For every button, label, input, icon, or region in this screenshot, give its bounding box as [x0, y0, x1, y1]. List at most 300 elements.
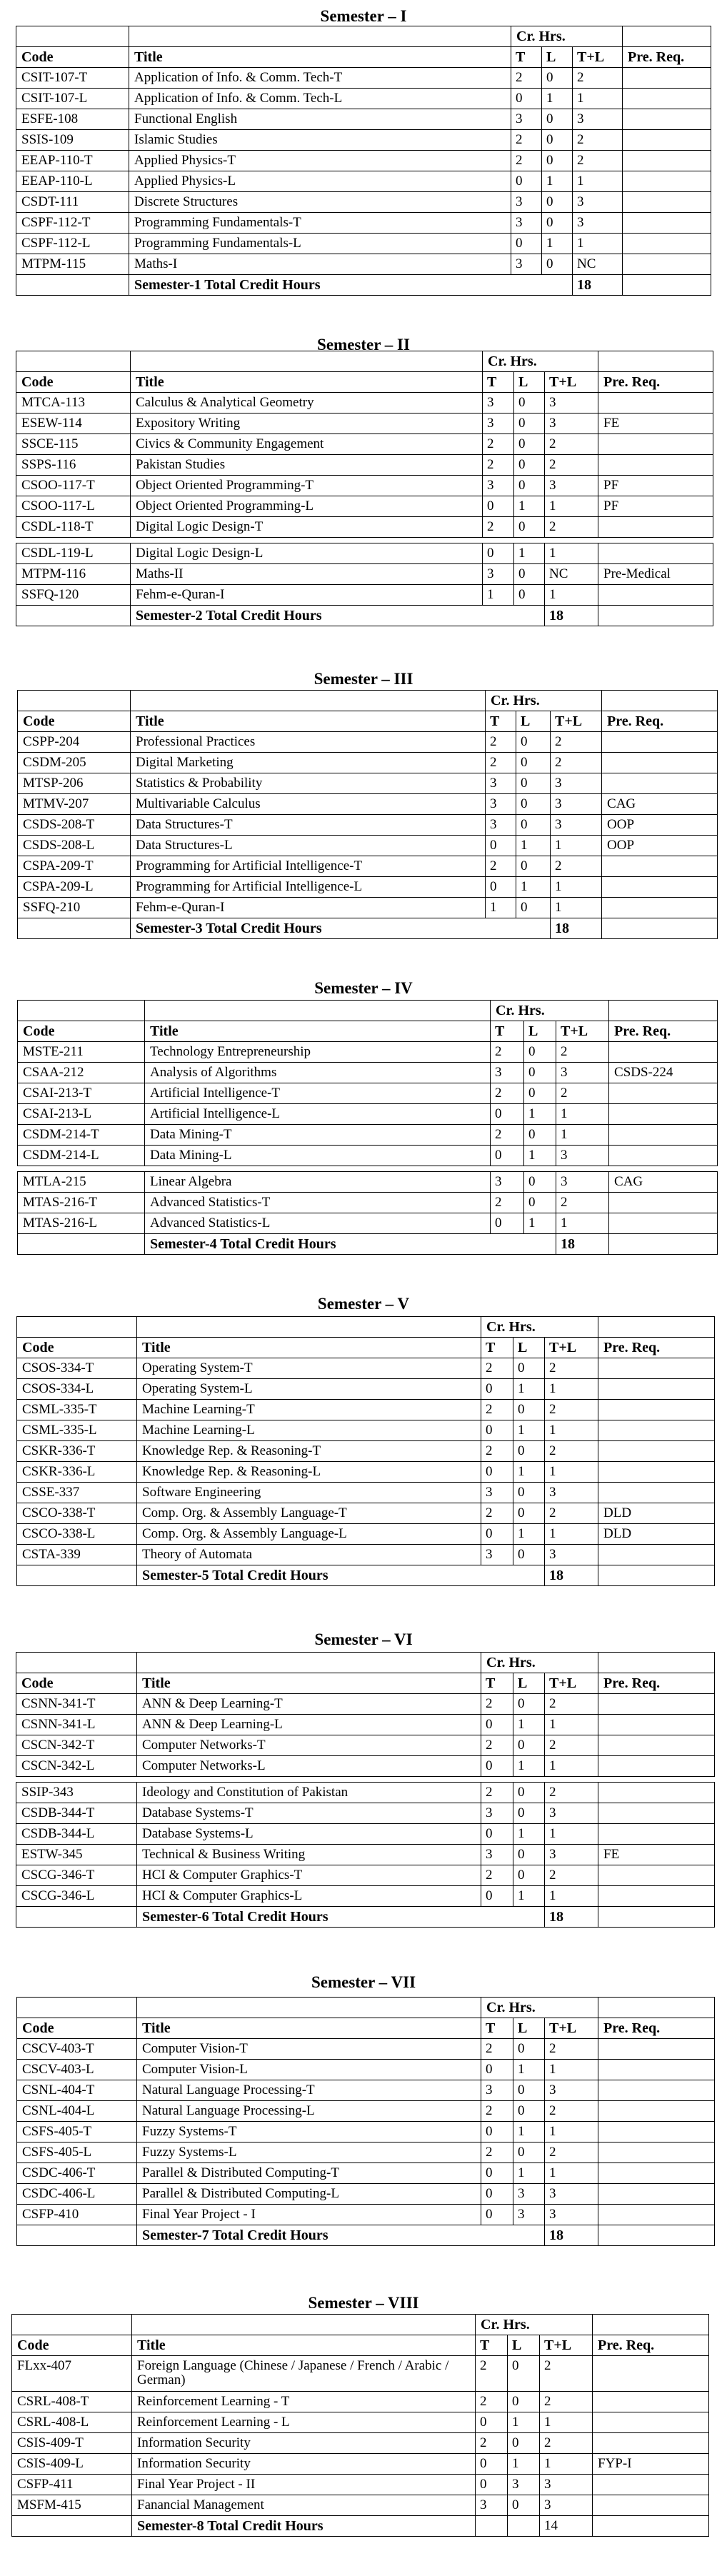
course-lab-hours: 1: [516, 836, 551, 856]
course-theory-hours: 2: [481, 1694, 513, 1715]
course-total-hours: 1: [573, 234, 623, 254]
course-total-hours: 3: [573, 192, 623, 213]
course-row: [16, 1824, 715, 1845]
course-theory-hours: 0: [481, 2060, 513, 2080]
header-row-group: [18, 1001, 718, 1021]
course-prereq: [598, 2122, 715, 2143]
course-row: [16, 434, 713, 455]
total-label: Semester-4 Total Credit Hours: [145, 1234, 556, 1255]
course-code: CSIT-107-L: [16, 89, 129, 109]
header-t: T: [486, 711, 516, 732]
course-theory-hours: 1: [486, 898, 516, 918]
course-total-hours: 1: [545, 1824, 598, 1845]
course-title: Parallel & Distributed Computing-L: [137, 2184, 481, 2205]
course-prereq: [598, 1735, 715, 1756]
header-code: Code: [17, 2018, 137, 2039]
course-code: CSNL-404-L: [17, 2101, 137, 2122]
course-lab-hours: 1: [524, 1213, 556, 1234]
course-theory-hours: 2: [483, 434, 514, 455]
course-theory-hours: 2: [491, 1125, 524, 1146]
course-row: [16, 1756, 715, 1777]
course-title: Discrete Structures: [129, 192, 511, 213]
course-total-hours: 2: [573, 68, 623, 89]
course-total-hours: 1: [545, 543, 598, 564]
course-prereq: [598, 1783, 715, 1803]
course-lab-hours: 1: [513, 2060, 545, 2080]
course-row: [18, 1125, 718, 1146]
course-prereq: [598, 455, 713, 476]
course-lab-hours: 3: [508, 2475, 540, 2495]
course-prereq: [593, 2475, 709, 2495]
course-prereq: [623, 109, 711, 130]
course-lab-hours: 1: [542, 171, 573, 192]
course-title: Digital Logic Design-L: [131, 543, 483, 564]
course-prereq: [598, 1756, 715, 1777]
total-blank: [12, 2516, 132, 2537]
course-theory-hours: 0: [486, 836, 516, 856]
course-code: CSFP-411: [12, 2475, 132, 2495]
course-total-hours: 1: [573, 171, 623, 192]
course-theory-hours: 2: [481, 1503, 513, 1524]
course-table: [17, 1000, 718, 1255]
course-theory-hours: 2: [511, 68, 542, 89]
course-title: Database Systems-T: [137, 1803, 481, 1824]
course-total-hours: 3: [551, 815, 602, 836]
course-row: [16, 68, 711, 89]
course-code: CSRL-408-T: [12, 2392, 132, 2412]
course-code: CSFS-405-T: [17, 2122, 137, 2143]
course-row: [12, 2433, 709, 2454]
header-title: Title: [137, 2018, 481, 2039]
course-row: [17, 1400, 715, 1420]
course-row: [18, 898, 718, 918]
total-label: Semester-1 Total Credit Hours: [129, 275, 573, 296]
course-prereq: [598, 1715, 715, 1735]
course-lab-hours: 0: [513, 1694, 545, 1715]
course-row: [16, 585, 713, 606]
course-theory-hours: 3: [481, 2080, 513, 2101]
course-prereq: Pre-Medical: [598, 564, 713, 585]
course-lab-hours: 0: [514, 414, 545, 434]
course-title: Comp. Org. & Assembly Language-T: [137, 1503, 481, 1524]
course-title: Calculus & Analytical Geometry: [131, 393, 483, 414]
course-prereq: [598, 1886, 715, 1907]
total-row: [16, 606, 713, 626]
course-row: [18, 1104, 718, 1125]
header-l: L: [513, 2018, 545, 2039]
course-theory-hours: 2: [483, 455, 514, 476]
course-theory-hours: 2: [481, 2039, 513, 2060]
course-lab-hours: 1: [508, 2412, 540, 2433]
course-total-hours: 1: [545, 1462, 598, 1483]
course-prereq: [593, 2495, 709, 2516]
course-code: SSIP-343: [16, 1783, 137, 1803]
course-lab-hours: 0: [542, 192, 573, 213]
course-row: [12, 2412, 709, 2433]
course-theory-hours: 0: [511, 234, 542, 254]
course-theory-hours: 0: [511, 89, 542, 109]
course-title: Knowledge Rep. & Reasoning-T: [137, 1441, 481, 1462]
course-total-hours: 2: [545, 2143, 598, 2163]
course-code: CSIS-409-T: [12, 2433, 132, 2454]
header-code: Code: [18, 711, 131, 732]
course-theory-hours: 3: [511, 213, 542, 234]
course-lab-hours: 0: [513, 1803, 545, 1824]
course-row: [18, 1172, 718, 1193]
course-code: CSPF-112-T: [16, 213, 129, 234]
course-prereq: [609, 1042, 718, 1063]
course-code: SSIS-109: [16, 130, 129, 151]
course-theory-hours: 2: [511, 151, 542, 171]
header-t: T: [483, 372, 514, 393]
header-blank: [12, 2315, 132, 2335]
course-lab-hours: 0: [508, 2356, 540, 2392]
course-theory-hours: 0: [476, 2412, 508, 2433]
course-total-hours: 3: [573, 213, 623, 234]
header-title: Title: [131, 711, 486, 732]
course-title: Linear Algebra: [145, 1172, 491, 1193]
header-blank: [602, 691, 718, 711]
course-title: Artificial Intelligence-T: [145, 1083, 491, 1104]
course-lab-hours: 0: [513, 2039, 545, 2060]
header-tl: T+L: [545, 1673, 598, 1694]
total-label: Semester-2 Total Credit Hours: [131, 606, 545, 626]
course-lab-hours: 0: [513, 1735, 545, 1756]
course-row: [18, 794, 718, 815]
course-title: Final Year Project - I: [137, 2205, 481, 2225]
course-theory-hours: 0: [481, 2163, 513, 2184]
course-title: Artificial Intelligence-L: [145, 1104, 491, 1125]
course-total-hours: 2: [556, 1042, 609, 1063]
header-prereq: Pre. Req.: [598, 372, 713, 393]
course-row: [17, 2143, 715, 2163]
course-prereq: OOP: [602, 836, 718, 856]
course-row: [16, 455, 713, 476]
course-total-hours: 2: [551, 732, 602, 753]
course-row: [18, 815, 718, 836]
header-row-group: [12, 2315, 709, 2335]
course-title: Ideology and Constitution of Pakistan: [137, 1783, 481, 1803]
course-title: Data Structures-T: [131, 815, 486, 836]
course-prereq: [598, 585, 713, 606]
total-row: [16, 275, 711, 296]
header-row: [16, 372, 713, 393]
course-total-hours: 3: [556, 1146, 609, 1166]
course-total-hours: 3: [545, 1803, 598, 1824]
course-code: MTPM-115: [16, 254, 129, 275]
course-code: CSSE-337: [17, 1483, 137, 1503]
course-prereq: CSDS-224: [609, 1063, 718, 1083]
course-lab-hours: 1: [513, 1524, 545, 1545]
course-code: CSKR-336-T: [17, 1441, 137, 1462]
course-lab-hours: 0: [542, 130, 573, 151]
course-row: [18, 773, 718, 794]
course-lab-hours: 0: [508, 2433, 540, 2454]
total-blank: [598, 2225, 715, 2246]
course-title: Fehm-e-Quran-I: [131, 585, 483, 606]
total-blank: [609, 1234, 718, 1255]
total-blank: [623, 275, 711, 296]
course-prereq: [623, 68, 711, 89]
course-theory-hours: 2: [481, 2143, 513, 2163]
course-theory-hours: 0: [491, 1213, 524, 1234]
course-title: Professional Practices: [131, 732, 486, 753]
course-lab-hours: 0: [524, 1193, 556, 1213]
course-lab-hours: 0: [514, 476, 545, 496]
total-row: [12, 2516, 709, 2537]
header-title: Title: [132, 2335, 476, 2356]
course-code: CSNN-341-L: [16, 1715, 137, 1735]
course-total-hours: 3: [573, 109, 623, 130]
course-prereq: [598, 2163, 715, 2184]
header-blank: [16, 351, 131, 372]
course-lab-hours: 0: [524, 1083, 556, 1104]
header-l: L: [516, 711, 551, 732]
course-title: Analysis of Algorithms: [145, 1063, 491, 1083]
course-theory-hours: 3: [481, 1545, 513, 1565]
header-cr-hrs: Cr. Hrs.: [481, 1653, 598, 1673]
course-code: CSCV-403-L: [17, 2060, 137, 2080]
course-code: CSML-335-T: [17, 1400, 137, 1420]
course-row: [18, 1063, 718, 1083]
course-code: CSDC-406-T: [17, 2163, 137, 2184]
course-theory-hours: 3: [483, 476, 514, 496]
course-lab-hours: 0: [516, 815, 551, 836]
course-code: MTSP-206: [18, 773, 131, 794]
course-row: [16, 393, 713, 414]
course-prereq: [598, 1803, 715, 1824]
semester-title: Semester – V: [317, 1295, 410, 1313]
course-table: [16, 1652, 715, 1928]
course-lab-hours: 0: [508, 2495, 540, 2516]
header-blank: [132, 2315, 476, 2335]
course-table: [17, 690, 718, 939]
course-code: CSDB-344-T: [16, 1803, 137, 1824]
course-prereq: [602, 732, 718, 753]
header-t: T: [491, 1021, 524, 1042]
course-title: Technology Entrepreneurship: [145, 1042, 491, 1063]
course-table: [16, 1997, 715, 2246]
course-total-hours: 3: [545, 1545, 598, 1565]
course-prereq: [602, 773, 718, 794]
course-total-hours: 3: [556, 1063, 609, 1083]
course-lab-hours: 0: [514, 434, 545, 455]
header-tl: T+L: [556, 1021, 609, 1042]
total-row: [17, 1565, 715, 1586]
course-code: MTCA-113: [16, 393, 131, 414]
course-total-hours: 2: [573, 130, 623, 151]
header-row: [17, 2018, 715, 2039]
header-blank: [18, 691, 131, 711]
course-prereq: [609, 1213, 718, 1234]
course-lab-hours: 0: [524, 1172, 556, 1193]
course-lab-hours: 0: [524, 1125, 556, 1146]
header-tl: T+L: [551, 711, 602, 732]
total-credit-hours: 18: [556, 1234, 609, 1255]
course-lab-hours: 1: [516, 877, 551, 898]
course-row: [16, 1865, 715, 1886]
course-title: Software Engineering: [137, 1483, 481, 1503]
course-lab-hours: 1: [513, 1420, 545, 1441]
course-lab-hours: 1: [508, 2454, 540, 2475]
header-prereq: Pre. Req.: [598, 2018, 715, 2039]
header-prereq: Pre. Req.: [593, 2335, 709, 2356]
course-total-hours: 3: [540, 2495, 593, 2516]
header-title: Title: [137, 1338, 481, 1358]
course-title: Theory of Automata: [137, 1545, 481, 1565]
course-code: ESEW-114: [16, 414, 131, 434]
total-credit-hours: 18: [545, 2225, 598, 2246]
course-prereq: [593, 2412, 709, 2433]
course-title: Machine Learning-T: [137, 1400, 481, 1420]
header-blank: [131, 691, 486, 711]
course-code: CSPA-209-L: [18, 877, 131, 898]
course-prereq: [598, 1358, 715, 1379]
course-title: Computer Networks-T: [137, 1735, 481, 1756]
header-cr-hrs: Cr. Hrs.: [511, 26, 623, 47]
course-lab-hours: 0: [516, 794, 551, 815]
course-prereq: [623, 151, 711, 171]
course-title: Application of Info. & Comm. Tech-L: [129, 89, 511, 109]
course-row: [17, 1503, 715, 1524]
course-theory-hours: 2: [483, 517, 514, 538]
course-code: CSML-335-L: [17, 1420, 137, 1441]
header-blank: [137, 1317, 481, 1338]
header-row-group: [17, 1998, 715, 2018]
course-prereq: [598, 434, 713, 455]
course-total-hours: 2: [545, 1865, 598, 1886]
course-code: MTAS-216-L: [18, 1213, 145, 1234]
header-row: [16, 47, 711, 68]
course-lab-hours: 0: [513, 1400, 545, 1420]
course-row: [17, 2122, 715, 2143]
course-theory-hours: 2: [481, 1735, 513, 1756]
course-lab-hours: 0: [516, 753, 551, 773]
course-row: [12, 2495, 709, 2516]
course-lab-hours: 0: [514, 393, 545, 414]
header-tl: T+L: [545, 1338, 598, 1358]
course-row: [17, 2184, 715, 2205]
course-prereq: [593, 2392, 709, 2412]
course-title: Operating System-L: [137, 1379, 481, 1400]
course-row: [17, 1524, 715, 1545]
course-total-hours: 1: [545, 1524, 598, 1545]
total-blank: [16, 1907, 137, 1928]
header-tl: T+L: [573, 47, 623, 68]
course-title: Computer Networks-L: [137, 1756, 481, 1777]
course-row: [18, 753, 718, 773]
course-title: Computer Vision-L: [137, 2060, 481, 2080]
course-table: [16, 1316, 715, 1586]
course-row: [17, 1545, 715, 1565]
course-lab-hours: 0: [514, 517, 545, 538]
header-row: [12, 2335, 709, 2356]
course-lab-hours: 0: [513, 2143, 545, 2163]
course-total-hours: 3: [545, 1845, 598, 1865]
header-prereq: Pre. Req.: [598, 1338, 715, 1358]
course-title: Fanancial Management: [132, 2495, 476, 2516]
course-title: Programming for Artificial Intelligence-L: [131, 877, 486, 898]
header-blank: [129, 26, 511, 47]
course-theory-hours: 0: [481, 2184, 513, 2205]
header-t: T: [481, 2018, 513, 2039]
course-total-hours: 1: [573, 89, 623, 109]
course-theory-hours: 0: [481, 2122, 513, 2143]
course-title: Parallel & Distributed Computing-T: [137, 2163, 481, 2184]
total-credit-hours: 18: [545, 606, 598, 626]
course-row: [16, 1803, 715, 1824]
course-code: CSCN-342-L: [16, 1756, 137, 1777]
course-total-hours: 2: [545, 1503, 598, 1524]
header-prereq: Pre. Req.: [598, 1673, 715, 1694]
course-lab-hours: 0: [524, 1042, 556, 1063]
course-lab-hours: 0: [516, 898, 551, 918]
table-split-gap: [16, 538, 713, 543]
course-prereq: [609, 1193, 718, 1213]
course-total-hours: 3: [545, 2080, 598, 2101]
course-title: Operating System-T: [137, 1358, 481, 1379]
course-title: Knowledge Rep. & Reasoning-L: [137, 1462, 481, 1483]
course-prereq: [598, 393, 713, 414]
course-row: [17, 1379, 715, 1400]
total-blank: [476, 2516, 508, 2537]
course-lab-hours: 1: [513, 2122, 545, 2143]
course-total-hours: 1: [545, 585, 598, 606]
course-lab-hours: 0: [513, 2080, 545, 2101]
course-title: Reinforcement Learning - L: [132, 2412, 476, 2433]
total-blank: [598, 606, 713, 626]
header-t: T: [481, 1673, 513, 1694]
course-code: CSCO-338-T: [17, 1503, 137, 1524]
course-title: Functional English: [129, 109, 511, 130]
course-code: CSIT-107-T: [16, 68, 129, 89]
header-prereq: Pre. Req.: [609, 1021, 718, 1042]
header-cr-hrs: Cr. Hrs.: [476, 2315, 593, 2335]
course-row: [17, 1483, 715, 1503]
course-code: CSKR-336-L: [17, 1462, 137, 1483]
course-code: CSCN-342-T: [16, 1735, 137, 1756]
course-code: SSFQ-120: [16, 585, 131, 606]
course-lab-hours: 1: [513, 2163, 545, 2184]
header-title: Title: [129, 47, 511, 68]
course-theory-hours: 2: [481, 1441, 513, 1462]
course-table: [16, 26, 711, 296]
course-row: [16, 192, 711, 213]
course-code: SSCE-115: [16, 434, 131, 455]
course-prereq: [623, 171, 711, 192]
course-code: CSNL-404-T: [17, 2080, 137, 2101]
course-total-hours: 2: [545, 517, 598, 538]
course-row: [16, 564, 713, 585]
course-row: [17, 1358, 715, 1379]
course-total-hours: 1: [556, 1213, 609, 1234]
course-title: Information Security: [132, 2433, 476, 2454]
course-total-hours: 2: [551, 856, 602, 877]
header-l: L: [524, 1021, 556, 1042]
course-code: CSAI-213-T: [18, 1083, 145, 1104]
course-total-hours: 2: [545, 1783, 598, 1803]
course-lab-hours: 1: [542, 234, 573, 254]
course-total-hours: 1: [545, 1886, 598, 1907]
course-row: [16, 171, 711, 192]
course-theory-hours: 0: [481, 1886, 513, 1907]
course-prereq: [598, 2205, 715, 2225]
header-l: L: [514, 372, 545, 393]
course-row: [16, 213, 711, 234]
header-title: Title: [145, 1021, 491, 1042]
course-lab-hours: 0: [542, 68, 573, 89]
course-prereq: [602, 856, 718, 877]
